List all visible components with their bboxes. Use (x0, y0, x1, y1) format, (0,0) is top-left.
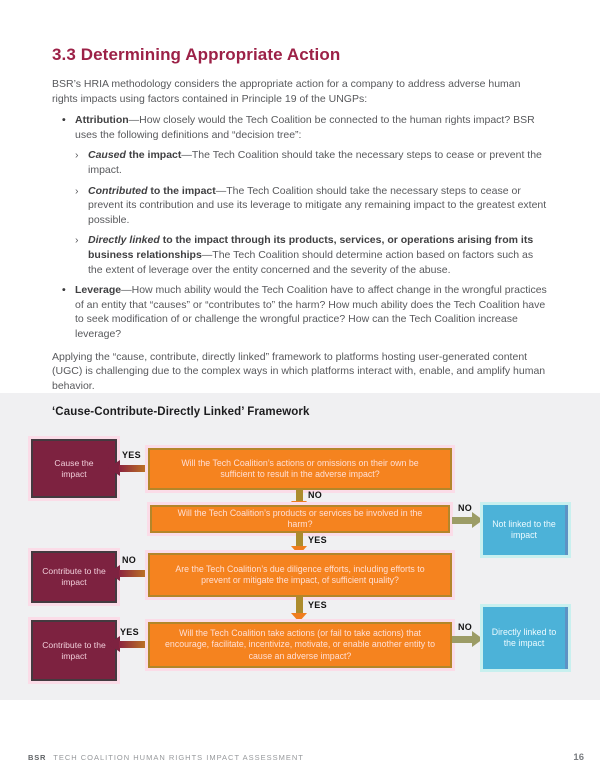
arrow-q2-to-notlinked-stem (452, 517, 473, 524)
footer-brand: BSR (28, 753, 47, 762)
label-q2-no: NO (458, 503, 473, 513)
label-q1-yes: YES (122, 450, 141, 460)
arrow-q2-down-stem (296, 533, 303, 547)
label-q3-no: NO (122, 555, 137, 565)
label-q4-yes: YES (120, 627, 139, 637)
bullet-leverage-text: —How much ability would the Tech Coalition have to affect change in the wrongful practices of an entity that “causes” or “contributes to” the harm? How much ability does the Tech Coalition have to seek modification of or challenge the wrongful practice? How can the Tech Coalition increase leverage? (75, 284, 547, 340)
sub-bullet-directly-linked-lead: Directly linked (88, 234, 160, 247)
closing-paragraph: Applying the “cause, contribute, directly linked” framework to platforms hosting user-generated content (UGC) is challenging due to the complex ways in which platforms interact with, enable, and amplify human behavior. (52, 350, 546, 392)
label-q3-yes: YES (308, 600, 327, 610)
question-box-1: Will the Tech Coalition’s actions or omissions on their own be sufficient to result in the adverse impact? (148, 448, 452, 490)
page-number: 16 (573, 752, 584, 763)
label-q1-no: NO (308, 490, 323, 500)
sub-bullet-list (75, 148, 548, 277)
arrow-q3-down-stem (296, 597, 303, 614)
bullet-attribution (52, 113, 548, 277)
footer-report-title: TECH COALITION HUMAN RIGHTS IMPACT ASSESSMENT (53, 753, 304, 762)
result-box-contribute-1: Contribute to the impact (31, 551, 117, 603)
sub-bullet-caused-text: —The Tech Coalition should take the necessary steps to cease or prevent the impact. (88, 149, 542, 176)
label-q2-yes: YES (308, 535, 327, 545)
sub-bullet-contributed-lead: Contributed (88, 184, 148, 197)
arrow-q4-to-directly-stem (452, 636, 473, 643)
sub-bullet-contributed (75, 184, 548, 228)
bullet-list (52, 113, 548, 341)
page-title: 3.3 Determining Appropriate Action (52, 45, 341, 64)
arrow-q2-to-notlinked-icon (472, 512, 483, 528)
question-box-4: Will the Tech Coalition take actions (or fail to take actions) that encourage, facilitate, incentivize, motivate, or enable another entity to cause an adverse impact? (148, 622, 452, 668)
result-box-directly-linked: Directly linked to the impact (483, 607, 568, 669)
arrow-q4-to-contribute-stem (119, 641, 148, 648)
sub-bullet-caused-bold: the impact (125, 149, 182, 162)
intro-paragraph: BSR’s HRIA methodology considers the appropriate action for a company to address adverse human rights impacts using factors contained in Principle 19 of the UNGPs: (52, 78, 521, 105)
arrow-q1-to-cause-stem (119, 465, 148, 472)
result-box-not-linked: Not linked to the impact (483, 505, 568, 555)
arrow-q3-to-contribute-stem (119, 570, 148, 577)
framework-title: ‘Cause-Contribute-Directly Linked’ Framework (52, 406, 310, 418)
sub-bullet-directly-linked-bold: to the impact through its products, services, or operations arising from its business relationships (88, 234, 534, 261)
sub-bullet-directly-linked (75, 233, 548, 277)
framework-section (0, 393, 600, 700)
sub-bullet-contributed-bold: to the impact (147, 184, 216, 197)
bullet-leverage (52, 283, 548, 341)
sub-bullet-contributed-text: —The Tech Coalition should take the necessary steps to cease or prevent its contribution and use its leverage to mitigate any remaining impact to the greatest extent possible. (88, 184, 547, 226)
bullet-attribution-text: —How closely would the Tech Coalition be connected to the human rights impact? BSR uses the following definitions and “decision tree”: (75, 114, 535, 141)
question-box-2: Will the Tech Coalition’s products or services be involved in the harm? (150, 505, 450, 533)
sub-bullet-caused-lead: Caused (88, 149, 126, 162)
sub-bullet-directly-linked-text: —The Tech Coalition should determine action based on factors such as the extent of leverage over the entity concerned and the severity of the abuse. (88, 248, 534, 276)
sub-bullet-caused (75, 148, 548, 177)
result-box-contribute-2: Contribute to the impact (31, 620, 117, 681)
result-box-cause: Cause the impact (31, 439, 117, 498)
label-q4-no: NO (458, 622, 473, 632)
bullet-attribution-lead: Attribution (75, 114, 129, 127)
question-box-3: Are the Tech Coalition’s due diligence efforts, including efforts to prevent or mitigate the impact, of sufficient quality? (148, 553, 452, 597)
arrow-q4-to-directly-icon (472, 631, 483, 647)
page-footer (28, 752, 584, 763)
arrow-q3-down-icon (291, 613, 307, 622)
bullet-leverage-lead: Leverage (75, 284, 122, 297)
